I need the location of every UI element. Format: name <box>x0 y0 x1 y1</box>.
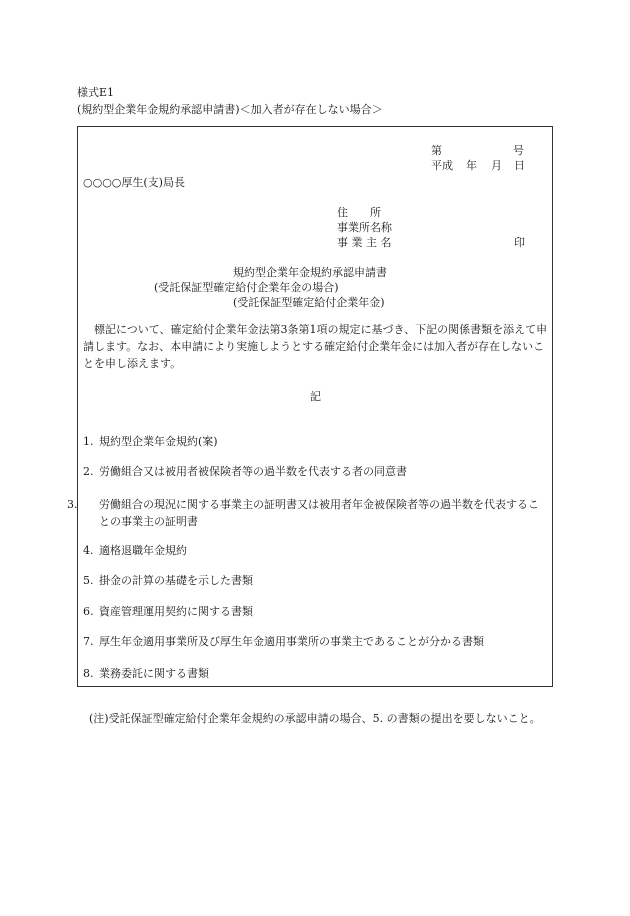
item-text: 労働組合の現況に関する事業主の証明書又は被用者年金被保険者等の過半数を代表することの事業主の証明書 <box>99 498 539 528</box>
footnote: (注)受託保証型確定給付企業年金規約の承認申請の場合、5. の書類の提出を要しないこと。 <box>89 712 541 725</box>
office-name-label: 事業所名称 <box>337 221 392 234</box>
item-text: 掛金の計算の基礎を示した書類 <box>99 574 253 587</box>
addressee: ○○○○厚生(支)局長 <box>83 176 185 189</box>
list-item <box>83 633 549 650</box>
item-number: 1. <box>83 435 94 448</box>
document-subtitle-1: (受託保証型確定給付企業年金の場合) <box>154 281 339 294</box>
list-item <box>83 603 549 620</box>
item-text: 業務委託に関する書類 <box>99 667 209 680</box>
date-era: 平成 <box>431 159 453 172</box>
item-number: 8. <box>83 667 94 680</box>
item-number: 4. <box>83 544 94 557</box>
item-number: 5. <box>83 574 94 587</box>
item-text: 厚生年金適用事業所及び厚生年金適用事業所の事業主であることが分かる書類 <box>99 635 484 648</box>
item-number: 3. <box>67 498 78 511</box>
item-text: 規約型企業年金規約(案) <box>99 435 218 448</box>
seal-mark: 印 <box>514 236 525 249</box>
date-day: 日 <box>514 159 525 172</box>
document-title: 規約型企業年金規約承認申請書 <box>233 266 387 279</box>
item-text: 適格退職年金規約 <box>99 544 187 557</box>
list-item <box>67 496 549 530</box>
application-statement: 標記について、確定給付企業年金法第3条第1項の規定に基づき、下記の関係書類を添えて申請します。なお、本申請により実施しようとする確定給付企業年金には加入者が存在しないことを申し添えます。 <box>83 323 548 370</box>
date-month: 月 <box>491 159 502 172</box>
list-item <box>83 433 549 450</box>
document-subtitle-2: (受託保証型確定給付企業年金) <box>233 296 385 309</box>
ki-heading: 記 <box>310 390 321 403</box>
date-year: 年 <box>466 159 477 172</box>
list-item <box>83 665 549 682</box>
item-number: 7. <box>83 635 94 648</box>
owner-name-label: 事 業 主 名 <box>337 236 392 249</box>
item-text: 労働組合又は被用者被保険者等の過半数を代表する者の同意書 <box>99 465 407 478</box>
list-item <box>83 572 549 589</box>
item-number: 2. <box>83 465 94 478</box>
address-label: 住 所 <box>337 206 381 219</box>
list-item <box>83 542 549 559</box>
number-prefix: 第 <box>431 144 442 157</box>
form-caption: (規約型企業年金規約承認申請書)＜加入者が存在しない場合＞ <box>77 103 383 116</box>
number-suffix: 号 <box>513 144 524 157</box>
form-id: 様式E1 <box>77 86 115 99</box>
item-number: 6. <box>83 605 94 618</box>
item-text: 資産管理運用契約に関する書類 <box>99 605 253 618</box>
list-item <box>83 463 549 480</box>
